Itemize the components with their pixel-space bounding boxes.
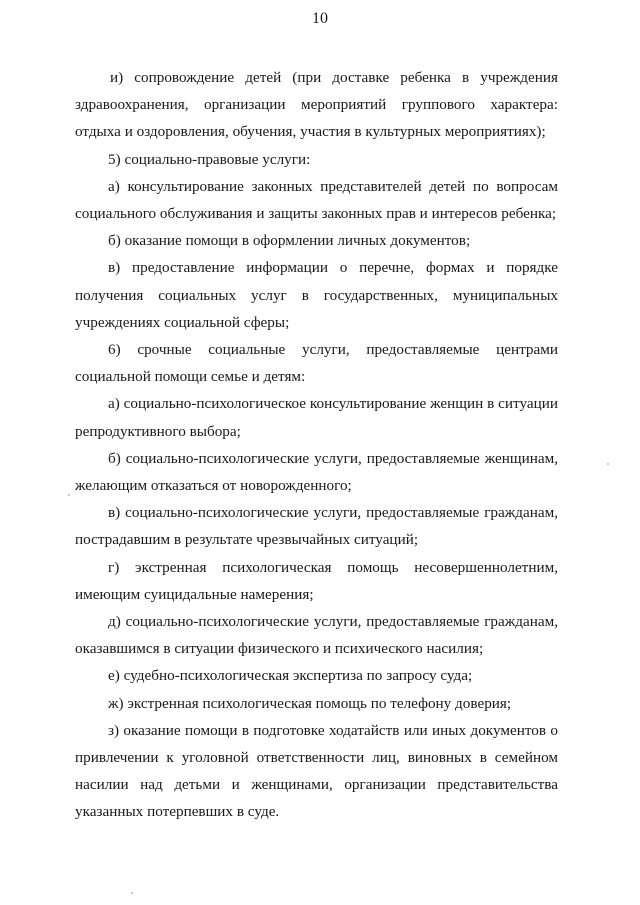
paragraph-6z-legal-petitions: з) оказание помощи в подготовке ходатайств или иных документов о привлечении к уголовной ответственности лиц, виновных в семейном насилии над детьми и женщинами, организации представительства указанных потерпевших в суде. <box>75 721 558 821</box>
scan-speck <box>68 494 70 496</box>
paragraph-6d-violence-victims: д) социально-психологические услуги, предоставляемые гражданам, оказавшимся в ситуации физического и психического насилия; <box>75 613 558 658</box>
paragraph-6zh-helpline: ж) экстренная психологическая помощь по телефону доверия; <box>108 694 512 712</box>
paragraph-6-urgent-services: 6) срочные социальные услуги, предоставляемые центрами социальной помощи семье и детям: <box>75 341 558 386</box>
paragraph-6e-forensic-expertise: е) судебно-психологическая экспертиза по запросу суда; <box>108 667 473 685</box>
paragraph-i-escort-children: и) сопровождение детей (при доставке ребенка в учреждения здравоохранения, организации мероприятий группового характера: отдыха и оздоровления, обучения, участия в культурных мероприятиях); <box>75 69 558 141</box>
paragraph-5-social-legal-services: 5) социально-правовые услуги: <box>108 150 311 168</box>
paragraph-6b-newborn-refusal: б) социально-психологические услуги, предоставляемые женщинам, желающим отказаться от новорожденного; <box>75 449 558 495</box>
paragraph-5v-information-provision: в) предоставление информации о перечне, формах и порядке получения социальных услуг в государственных, муниципальных учреждениях социальной сферы; <box>75 259 558 331</box>
paragraph-6a-reproductive-choice: а) социально-психологическое консультирование женщин в ситуации репродуктивного выбора; <box>75 395 558 440</box>
document-body <box>75 64 558 826</box>
paragraph-5b-documents-assistance: б) оказание помощи в оформлении личных документов; <box>108 232 471 250</box>
scan-speck <box>607 463 609 465</box>
paragraph-6v-emergency-victims: в) социально-психологические услуги, предоставляемые гражданам, пострадавшим в результате чрезвычайных ситуаций; <box>75 504 558 549</box>
paragraph-6g-suicidal-minors: г) экстренная психологическая помощь несовершеннолетним, имеющим суицидальные намерения; <box>75 558 558 603</box>
page-number: 10 <box>312 10 328 27</box>
paragraph-5a-consulting-representatives: а) консультирование законных представителей детей по вопросам социального обслуживания и защиты законных прав и интересов ребенка; <box>75 177 558 223</box>
scan-speck <box>131 892 133 894</box>
